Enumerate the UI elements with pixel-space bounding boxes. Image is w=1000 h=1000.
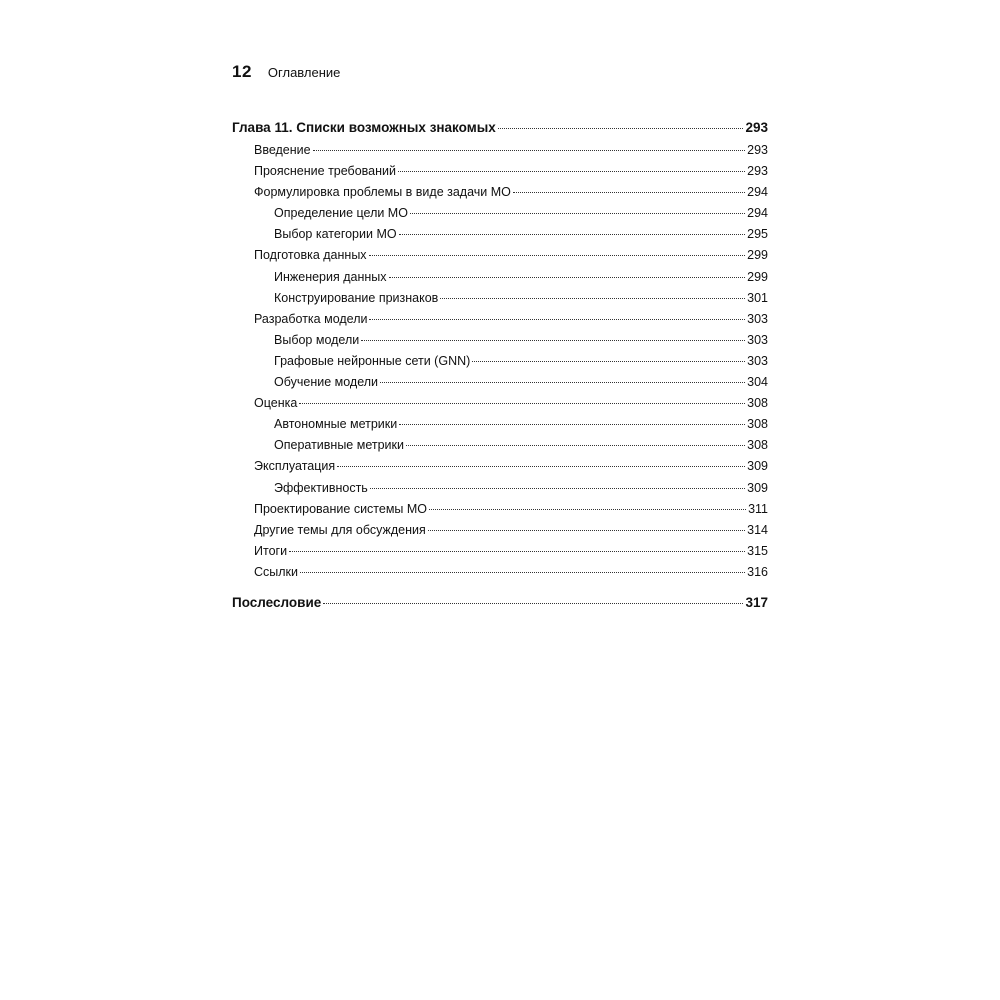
toc-subentry[interactable] [232, 478, 768, 499]
dot-leader [289, 551, 745, 552]
toc-entry-page: 317 [745, 594, 768, 610]
section-title: Оглавление [267, 65, 341, 80]
dot-leader [369, 255, 746, 256]
toc-entry-title: Глава 11. Списки возможных знакомых [232, 120, 496, 135]
toc-entry-page: 311 [748, 501, 768, 516]
toc-subentry[interactable] [232, 267, 768, 288]
toc-entry-page: 308 [747, 396, 768, 411]
toc-subentry[interactable] [232, 414, 768, 435]
dot-leader [361, 340, 745, 341]
toc-entry-page: 309 [747, 480, 768, 495]
toc-entry-page: 315 [747, 543, 768, 558]
toc-entry-page: 295 [747, 227, 768, 242]
toc-entry-title: Выбор модели [274, 332, 360, 347]
toc-entry[interactable] [232, 140, 768, 161]
dot-leader [399, 424, 745, 425]
toc-entry-page: 294 [747, 206, 768, 221]
dot-leader [513, 192, 745, 193]
toc-subentry[interactable] [232, 351, 768, 372]
toc-entry-title: Послесловие [232, 594, 322, 610]
toc-entry-title: Формулировка проблемы в виде задачи МО [254, 185, 511, 200]
dot-leader [398, 171, 745, 172]
table-of-contents [232, 116, 768, 615]
toc-entry-page: 294 [747, 185, 768, 200]
toc-entry-title: Эффективность [274, 480, 368, 495]
dot-leader [440, 298, 745, 299]
toc-entry-page: 304 [747, 375, 768, 390]
toc-subentry[interactable] [232, 224, 768, 245]
dot-leader [498, 128, 744, 129]
dot-leader [389, 277, 746, 278]
dot-leader [313, 150, 746, 151]
toc-entry-title: Прояснение требований [254, 164, 396, 179]
toc-subentry[interactable] [232, 330, 768, 351]
toc-entry[interactable] [232, 562, 768, 583]
toc-entry-title: Подготовка данных [254, 248, 367, 263]
toc-entry-page: 303 [747, 353, 768, 368]
running-header [232, 62, 340, 86]
toc-entry[interactable] [232, 309, 768, 330]
toc-entry[interactable] [232, 182, 768, 203]
dot-leader [428, 530, 745, 531]
dot-leader [399, 234, 746, 235]
toc-entry[interactable] [232, 541, 768, 562]
toc-entry-page: 303 [747, 311, 768, 326]
toc-subentry[interactable] [232, 288, 768, 309]
toc-entry-title: Определение цели МО [274, 206, 408, 221]
toc-entry-page: 293 [745, 120, 768, 135]
toc-entry-title: Обучение модели [274, 375, 379, 390]
toc-chapter-entry[interactable] [232, 116, 768, 140]
toc-entry-page: 314 [747, 522, 768, 537]
toc-entry-page: 293 [747, 164, 768, 179]
dot-leader [369, 319, 745, 320]
toc-entry-title: Оценка [254, 396, 298, 411]
toc-entry-page: 299 [747, 248, 768, 263]
dot-leader [406, 445, 745, 446]
toc-entry-title: Проектирование системы МО [254, 501, 428, 516]
toc-entry-title: Другие темы для обсуждения [254, 522, 426, 537]
dot-leader [410, 213, 745, 214]
toc-entry-page: 309 [747, 459, 768, 474]
toc-entry-title: Графовые нейронные сети (GNN) [274, 353, 471, 368]
page-number: 12 [232, 62, 252, 81]
toc-entry-title: Эксплуатация [254, 459, 336, 474]
toc-subentry[interactable] [232, 203, 768, 224]
dot-leader [380, 382, 745, 383]
toc-entry-page: 316 [747, 564, 768, 579]
toc-entry[interactable] [232, 520, 768, 541]
dot-leader [323, 603, 743, 604]
toc-entry[interactable] [232, 245, 768, 266]
toc-subentry[interactable] [232, 372, 768, 393]
toc-subentry[interactable] [232, 435, 768, 456]
dot-leader [299, 403, 745, 404]
toc-entry-page: 301 [747, 290, 768, 305]
toc-entry-page: 308 [747, 417, 768, 432]
toc-entry-title: Оперативные метрики [274, 438, 404, 453]
dot-leader [300, 572, 745, 573]
toc-entry-page: 308 [747, 438, 768, 453]
toc-entry[interactable] [232, 393, 768, 414]
dot-leader [370, 488, 745, 489]
toc-entry-title: Ссылки [254, 564, 299, 579]
toc-entry[interactable] [232, 161, 768, 182]
toc-entry-page: 293 [747, 143, 768, 157]
toc-entry-title: Разработка модели [254, 311, 368, 326]
toc-entry-page: 303 [747, 332, 768, 347]
dot-leader [429, 509, 746, 510]
toc-entry-title: Инженерия данных [274, 269, 387, 284]
dot-leader [337, 466, 745, 467]
dot-leader [472, 361, 745, 362]
toc-afterword-entry[interactable] [232, 591, 768, 615]
toc-entry[interactable] [232, 456, 768, 477]
toc-entry-title: Конструирование признаков [274, 290, 439, 305]
toc-entry-title: Автономные метрики [274, 417, 398, 432]
toc-entry-title: Итоги [254, 543, 288, 558]
toc-entry-title: Выбор категории МО [274, 227, 397, 242]
toc-entry-page: 299 [747, 269, 768, 284]
toc-entry-title: Введение [254, 143, 311, 157]
toc-entry[interactable] [232, 499, 768, 520]
